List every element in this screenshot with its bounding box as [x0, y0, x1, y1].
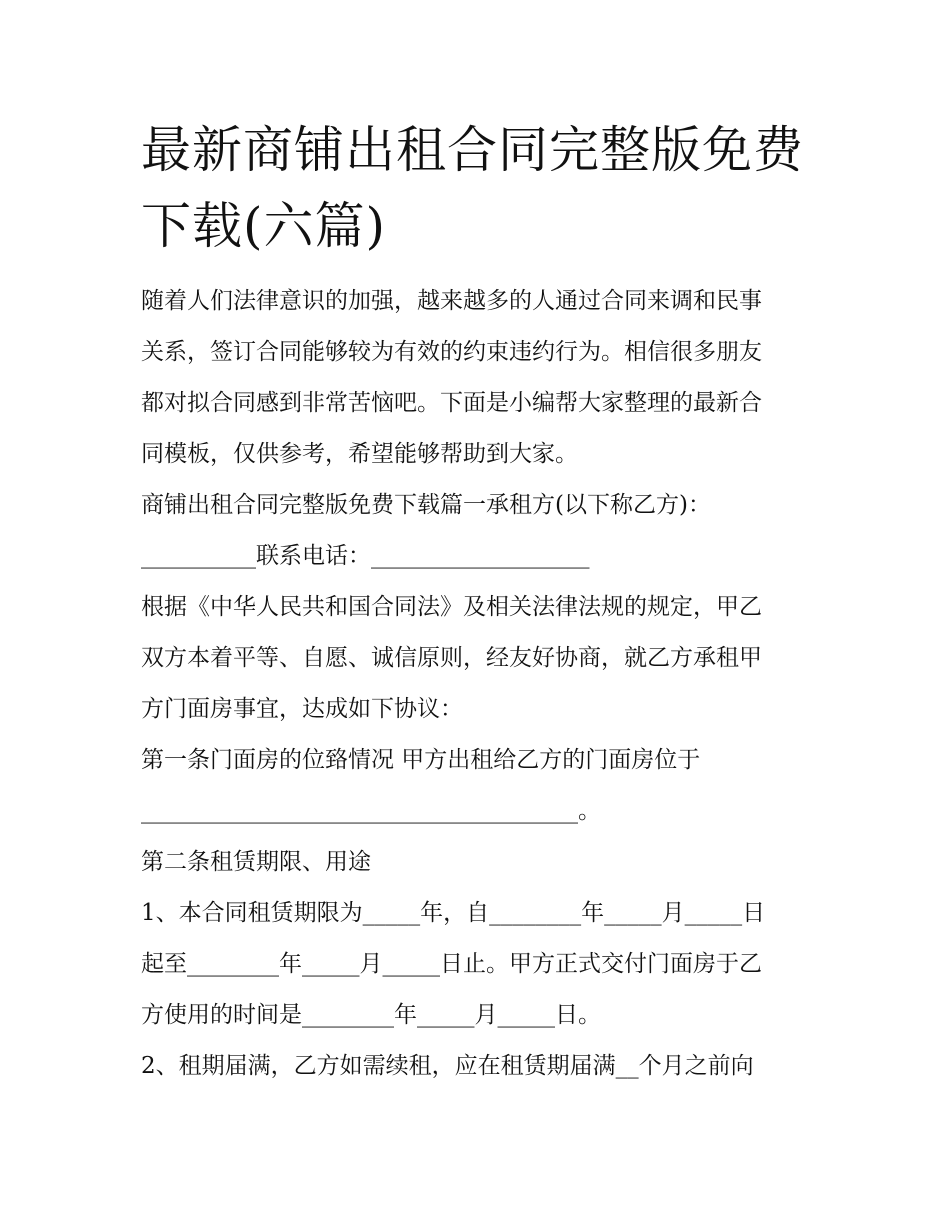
- title-line-1: 最新商铺出租合同完整版免费: [141, 121, 804, 179]
- legal-basis-line-1: 根据《中华人民共和国合同法》及相关法律法规的规定，甲乙: [141, 594, 762, 620]
- term-line-1: 1、本合同租赁期限为_____年，自________年_____月_____日: [141, 900, 766, 926]
- article-two-heading: 第二条租赁期限、用途: [141, 849, 371, 875]
- document-title: [141, 112, 841, 264]
- legal-basis-line-2: 双方本着平等、自愿、诚信原则，经友好协商，就乙方承租甲: [141, 645, 762, 671]
- renewal-line: 2、租期届满，乙方如需续租，应在租赁期届满__个月之前向: [141, 1053, 754, 1079]
- legal-basis-line-3: 方门面房事宜，达成如下协议：: [141, 696, 463, 722]
- intro-line-1: 随着人们法律意识的加强，越来越多的人通过合同来调和民事: [141, 288, 762, 314]
- term-line-2: 起至________年_____月_____日止。甲方正式交付门面房于乙: [141, 951, 762, 977]
- intro-line-4: 同模板，仅供参考，希望能够帮助到大家。: [141, 441, 578, 467]
- article-one-line: 第一条门面房的位臵情况 甲方出租给乙方的门面房位于: [141, 747, 701, 773]
- section-one-heading: 商铺出租合同完整版免费下载篇一承租方(以下称乙方)：: [141, 492, 711, 518]
- term-line-3: 方使用的时间是________年_____月_____日。: [141, 1002, 601, 1028]
- contact-phone-line: __________联系电话：___________________: [141, 543, 590, 569]
- intro-line-2: 关系，签订合同能够较为有效的约束违约行为。相信很多朋友: [141, 339, 762, 365]
- title-line-2: 下载(六篇): [141, 197, 387, 255]
- intro-line-3: 都对拟合同感到非常苦恼吧。下面是小编帮大家整理的最新合: [141, 390, 762, 416]
- location-blank-line: ______________________________________。: [141, 798, 601, 824]
